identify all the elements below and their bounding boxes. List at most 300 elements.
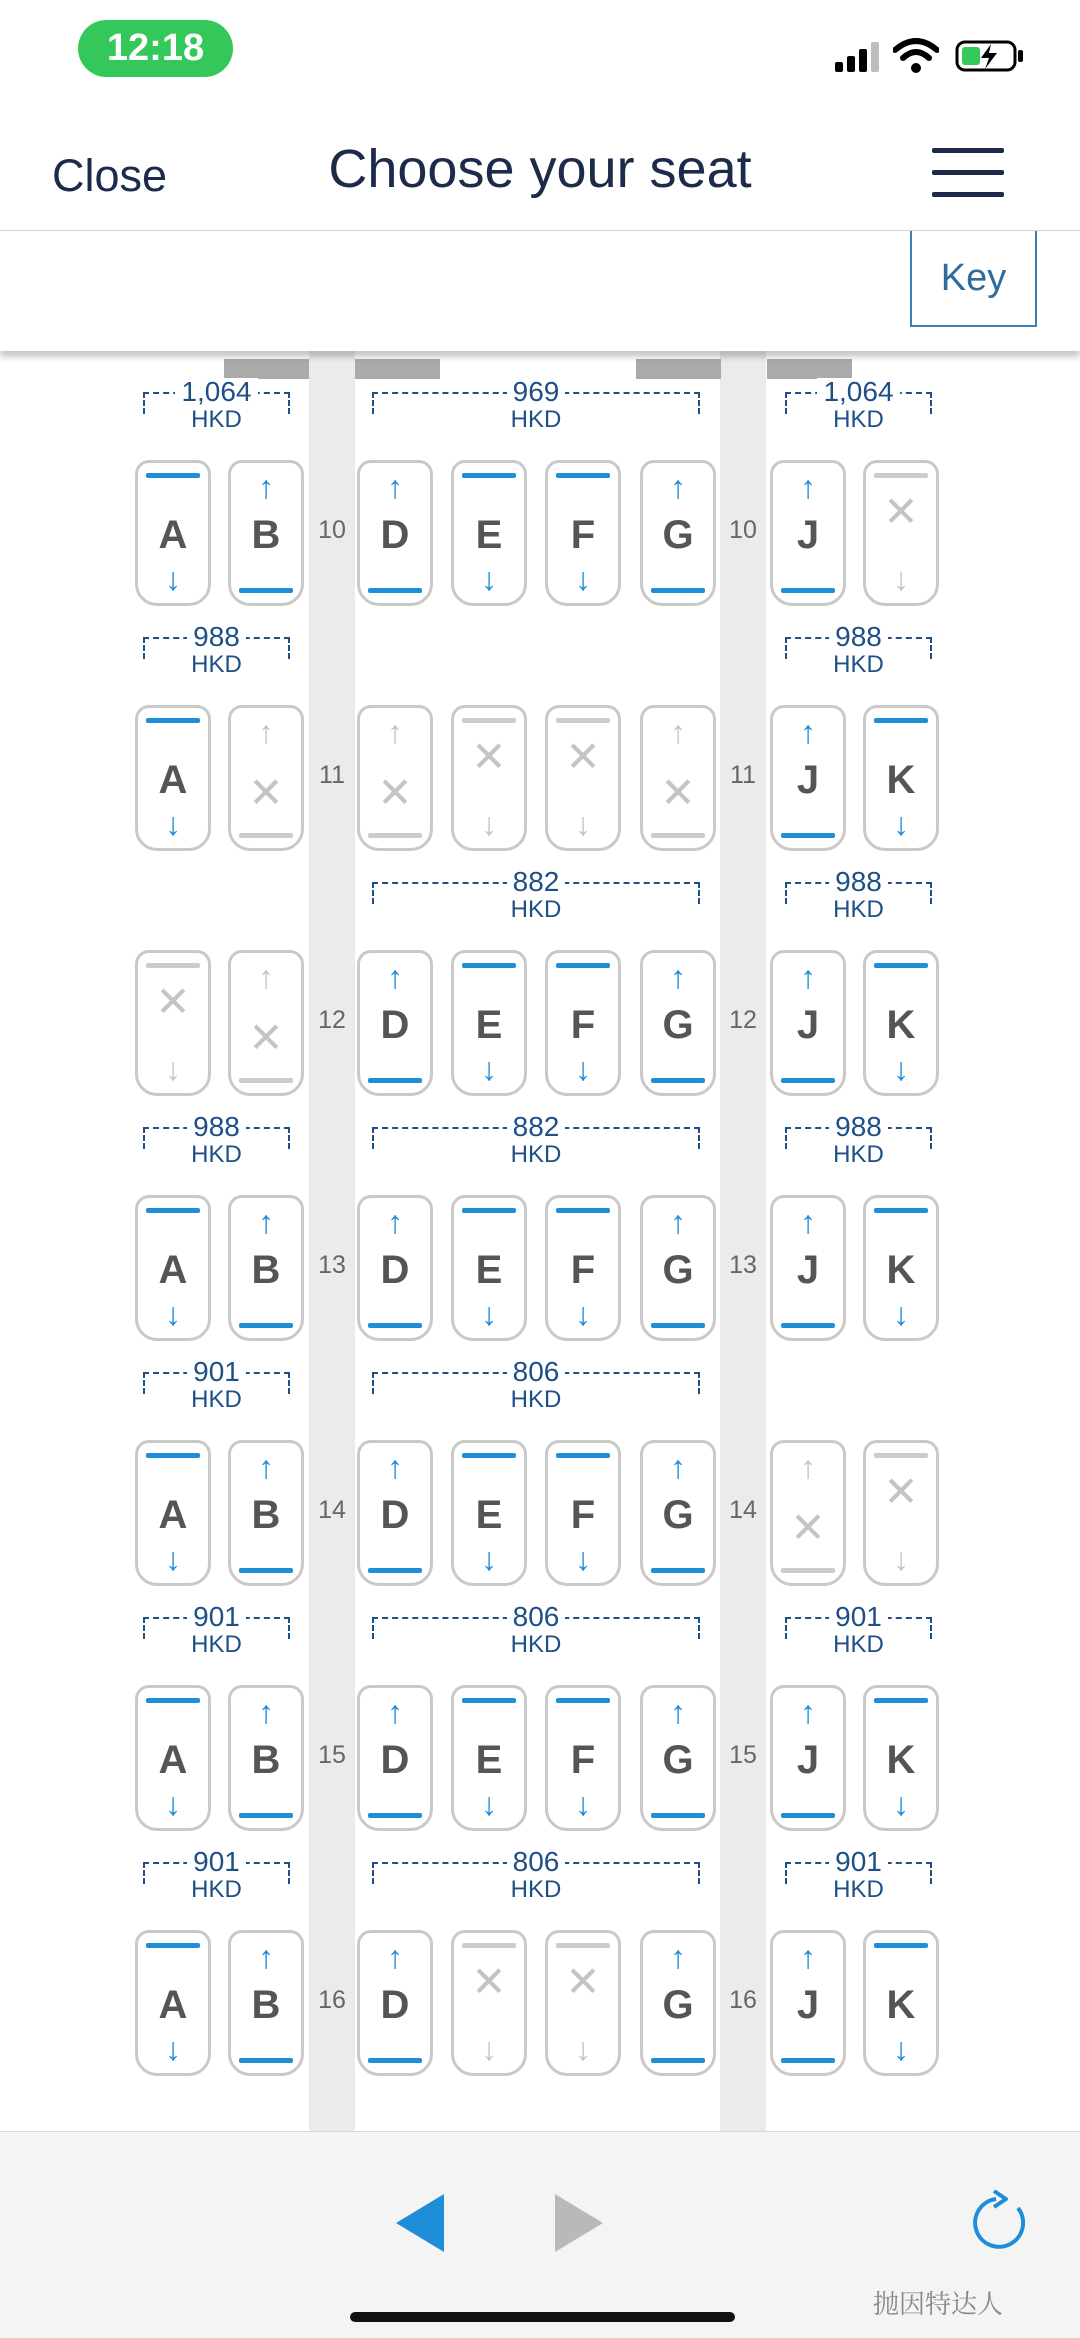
arrow-up-icon: ↑ [387, 1939, 403, 1975]
key-bar [0, 231, 1080, 351]
price-currency: HKD [191, 1141, 242, 1168]
refresh-icon[interactable] [966, 2190, 1032, 2256]
row-number: 14 [318, 1496, 346, 1524]
seat-back-line [874, 1453, 928, 1458]
seat-letter: E [475, 1738, 503, 1782]
arrow-down-icon: ↓ [893, 2031, 909, 2067]
seat-15D[interactable] [357, 1685, 433, 1831]
arrow-down-icon: ↓ [575, 1296, 591, 1332]
seat-letter: K [886, 1983, 916, 2027]
arrow-up-icon: ↑ [387, 469, 403, 505]
seat-back-line [651, 1568, 705, 1573]
price-currency: HKD [833, 896, 884, 923]
seat-14A[interactable] [135, 1440, 211, 1586]
price-label [372, 378, 700, 432]
price-amount: 901 [187, 1848, 246, 1876]
arrow-down-icon: ↓ [481, 1786, 497, 1822]
galley-marker [636, 359, 721, 379]
seat-letter: D [380, 1493, 410, 1537]
seat-letter: J [796, 1738, 820, 1782]
price-label [785, 868, 932, 922]
seat-back-line [462, 1208, 516, 1213]
price-label [143, 1358, 290, 1412]
arrow-down-icon: ↓ [165, 1296, 181, 1332]
seat-back-line [462, 1698, 516, 1703]
close-button[interactable]: Close [52, 150, 168, 201]
seat-letter: F [570, 1738, 596, 1782]
seat-back-line [462, 718, 516, 723]
seat-back-line [874, 718, 928, 723]
seat-back-line [368, 1078, 422, 1083]
arrow-up-icon: ↑ [387, 1449, 403, 1485]
price-label [372, 868, 700, 922]
arrow-down-icon: ↓ [575, 1541, 591, 1577]
arrow-down-icon: ↓ [481, 806, 497, 842]
seat-letter: G [662, 513, 694, 557]
seat-back-line [146, 1453, 200, 1458]
price-currency: HKD [510, 1876, 562, 1903]
seat-16G[interactable] [640, 1930, 716, 2076]
seat-13K[interactable] [863, 1195, 939, 1341]
seat-back-line [556, 1453, 610, 1458]
row-number: 13 [729, 1251, 757, 1279]
row-number: 15 [318, 1741, 346, 1769]
seat-15A[interactable] [135, 1685, 211, 1831]
price-currency: HKD [833, 651, 884, 678]
row-number: 12 [729, 1006, 757, 1034]
seat-letter: B [251, 1738, 281, 1782]
forward-arrow-icon[interactable] [551, 2192, 607, 2254]
unavailable-x-icon: ✕ [883, 1468, 919, 1515]
arrow-up-icon: ↑ [800, 469, 816, 505]
page-title: Choose your seat [328, 139, 752, 199]
seat-letter: J [796, 1003, 820, 1047]
price-label [785, 1603, 932, 1657]
row-number: 11 [730, 761, 756, 789]
seat-back-line [651, 2058, 705, 2063]
seat-13B[interactable] [228, 1195, 304, 1341]
seat-back-line [239, 2058, 293, 2063]
price-amount: 882 [507, 1113, 566, 1141]
seat-letter: A [158, 1493, 188, 1537]
back-arrow-icon[interactable] [392, 2192, 448, 2254]
seat-11B [228, 705, 304, 851]
arrow-up-icon: ↑ [800, 1204, 816, 1240]
status-bar [0, 0, 1080, 100]
aisle-left [309, 351, 355, 2131]
seat-back-line [651, 1813, 705, 1818]
unavailable-x-icon: ✕ [471, 1958, 507, 2005]
seat-13A[interactable] [135, 1195, 211, 1341]
seat-15B[interactable] [228, 1685, 304, 1831]
price-amount: 901 [829, 1848, 888, 1876]
seat-letter: D [380, 1003, 410, 1047]
price-amount: 969 [507, 378, 566, 406]
seat-back-line [781, 833, 835, 838]
seat-back-line [556, 718, 610, 723]
seat-letter: J [796, 513, 820, 557]
price-label [372, 1848, 700, 1902]
seat-12B [228, 950, 304, 1096]
arrow-down-icon: ↓ [481, 2031, 497, 2067]
seat-14K [863, 1440, 939, 1586]
arrow-down-icon: ↓ [575, 2031, 591, 2067]
arrow-up-icon: ↑ [800, 714, 816, 750]
seat-letter: G [662, 1003, 694, 1047]
price-label [785, 1848, 932, 1902]
price-currency: HKD [191, 1386, 242, 1413]
seat-letter: D [380, 513, 410, 557]
row-number: 16 [318, 1986, 346, 2014]
arrow-up-icon: ↑ [258, 959, 274, 995]
seat-back-line [368, 1568, 422, 1573]
seat-11D [357, 705, 433, 851]
seat-back-line [781, 588, 835, 593]
seat-16A[interactable] [135, 1930, 211, 2076]
seat-back-line [781, 1323, 835, 1328]
seat-10B[interactable] [228, 460, 304, 606]
price-amount: 901 [187, 1358, 246, 1386]
seat-15J[interactable] [770, 1685, 846, 1831]
seat-letter: B [251, 1983, 281, 2027]
seat-back-line [462, 1453, 516, 1458]
arrow-down-icon: ↓ [893, 561, 909, 597]
row-number: 15 [729, 1741, 757, 1769]
price-currency: HKD [833, 1876, 884, 1903]
price-currency: HKD [191, 1876, 242, 1903]
price-currency: HKD [510, 1631, 562, 1658]
arrow-down-icon: ↓ [893, 1786, 909, 1822]
price-currency: HKD [833, 1141, 884, 1168]
seat-10E[interactable] [451, 460, 527, 606]
price-amount: 1,064 [817, 378, 899, 406]
seat-10A[interactable] [135, 460, 211, 606]
unavailable-x-icon: ✕ [565, 1958, 601, 2005]
seat-16B[interactable] [228, 1930, 304, 2076]
price-amount: 1,064 [175, 378, 257, 406]
seat-back-line [651, 1323, 705, 1328]
seat-10K [863, 460, 939, 606]
arrow-up-icon: ↑ [258, 469, 274, 505]
seat-back-line [368, 2058, 422, 2063]
price-currency: HKD [191, 406, 242, 433]
seat-letter: A [158, 1738, 188, 1782]
seat-11K[interactable] [863, 705, 939, 851]
seat-14E[interactable] [451, 1440, 527, 1586]
seat-12D[interactable] [357, 950, 433, 1096]
unavailable-x-icon: ✕ [660, 769, 696, 816]
seat-back-line [368, 1813, 422, 1818]
seat-letter: F [570, 1493, 596, 1537]
home-indicator [350, 2312, 735, 2322]
seat-back-line [874, 1943, 928, 1948]
bottom-toolbar [0, 2131, 1080, 2338]
seat-back-line [556, 1943, 610, 1948]
seat-back-line [556, 1698, 610, 1703]
price-currency: HKD [833, 1631, 884, 1658]
price-label [143, 1113, 290, 1167]
price-amount: 988 [187, 1113, 246, 1141]
status-time: 12:18 [78, 20, 233, 77]
seat-back-line [556, 1208, 610, 1213]
seat-letter: K [886, 1003, 916, 1047]
seat-16K[interactable] [863, 1930, 939, 2076]
price-amount: 806 [507, 1603, 566, 1631]
key-button[interactable]: Key [910, 231, 1037, 327]
seat-back-line [781, 1568, 835, 1573]
unavailable-x-icon: ✕ [565, 733, 601, 780]
arrow-down-icon: ↓ [575, 561, 591, 597]
seat-10F[interactable] [545, 460, 621, 606]
unavailable-x-icon: ✕ [248, 1014, 284, 1061]
seat-back-line [556, 963, 610, 968]
price-label [785, 623, 932, 677]
arrow-down-icon: ↓ [893, 806, 909, 842]
seat-back-line [781, 2058, 835, 2063]
price-label [372, 1358, 700, 1412]
seat-back-line [239, 833, 293, 838]
seat-14G[interactable] [640, 1440, 716, 1586]
seat-back-line [781, 1078, 835, 1083]
seat-14B[interactable] [228, 1440, 304, 1586]
arrow-up-icon: ↑ [800, 1449, 816, 1485]
seat-16E [451, 1930, 527, 2076]
seat-11F [545, 705, 621, 851]
unavailable-x-icon: ✕ [883, 488, 919, 535]
seat-letter: G [662, 1983, 694, 2027]
price-amount: 988 [829, 1113, 888, 1141]
arrow-down-icon: ↓ [165, 1541, 181, 1577]
arrow-down-icon: ↓ [165, 2031, 181, 2067]
seat-back-line [651, 588, 705, 593]
seat-back-line [239, 1078, 293, 1083]
seat-back-line [239, 1323, 293, 1328]
seat-10G[interactable] [640, 460, 716, 606]
unavailable-x-icon: ✕ [248, 769, 284, 816]
seat-letter: A [158, 758, 188, 802]
seat-letter: E [475, 1003, 503, 1047]
seat-letter: D [380, 1983, 410, 2027]
price-currency: HKD [510, 1141, 562, 1168]
seat-13G[interactable] [640, 1195, 716, 1341]
seat-11G [640, 705, 716, 851]
price-currency: HKD [191, 1631, 242, 1658]
arrow-down-icon: ↓ [893, 1296, 909, 1332]
arrow-down-icon: ↓ [165, 561, 181, 597]
seat-back-line [651, 1078, 705, 1083]
seat-back-line [239, 588, 293, 593]
arrow-up-icon: ↑ [387, 1204, 403, 1240]
seat-10J[interactable] [770, 460, 846, 606]
seat-back-line [146, 1943, 200, 1948]
arrow-down-icon: ↓ [893, 1051, 909, 1087]
seat-14J [770, 1440, 846, 1586]
seat-map [0, 351, 1080, 2131]
seat-back-line [239, 1813, 293, 1818]
seat-back-line [781, 1813, 835, 1818]
seat-16J[interactable] [770, 1930, 846, 2076]
arrow-down-icon: ↓ [481, 1051, 497, 1087]
seat-back-line [368, 1323, 422, 1328]
price-amount: 901 [829, 1603, 888, 1631]
seat-back-line [874, 1698, 928, 1703]
seat-16D[interactable] [357, 1930, 433, 2076]
seat-12F[interactable] [545, 950, 621, 1096]
price-currency: HKD [833, 406, 884, 433]
seat-back-line [239, 1568, 293, 1573]
seat-letter: F [570, 1248, 596, 1292]
arrow-up-icon: ↑ [670, 714, 686, 750]
seat-letter: F [570, 1003, 596, 1047]
arrow-up-icon: ↑ [670, 1204, 686, 1240]
arrow-up-icon: ↑ [387, 714, 403, 750]
arrow-down-icon: ↓ [893, 1541, 909, 1577]
seat-11J[interactable] [770, 705, 846, 851]
seat-letter: B [251, 1493, 281, 1537]
arrow-up-icon: ↑ [258, 1694, 274, 1730]
arrow-up-icon: ↑ [670, 1939, 686, 1975]
watermark: 抛因特达人 [873, 2289, 1004, 2319]
seat-letter: K [886, 1248, 916, 1292]
price-amount: 882 [507, 868, 566, 896]
price-label [143, 378, 290, 432]
seat-letter: D [380, 1738, 410, 1782]
price-amount: 806 [507, 1848, 566, 1876]
arrow-down-icon: ↓ [575, 806, 591, 842]
cellular-signal-icon [835, 42, 881, 72]
arrow-up-icon: ↑ [258, 1204, 274, 1240]
row-number: 12 [318, 1006, 346, 1034]
seat-back-line [462, 963, 516, 968]
seat-letter: G [662, 1248, 694, 1292]
price-currency: HKD [510, 896, 562, 923]
row-number: 10 [729, 516, 757, 544]
seat-letter: D [380, 1248, 410, 1292]
seat-letter: J [796, 1248, 820, 1292]
menu-icon[interactable] [932, 148, 1004, 200]
aisle-right [720, 351, 766, 2131]
seat-back-line [368, 833, 422, 838]
arrow-up-icon: ↑ [387, 959, 403, 995]
seat-letter: K [886, 1738, 916, 1782]
seat-back-line [874, 1208, 928, 1213]
row-number: 16 [729, 1986, 757, 2014]
price-currency: HKD [191, 651, 242, 678]
seat-12G[interactable] [640, 950, 716, 1096]
price-label [143, 1848, 290, 1902]
arrow-up-icon: ↑ [258, 714, 274, 750]
price-amount: 988 [187, 623, 246, 651]
seat-12A [135, 950, 211, 1096]
unavailable-x-icon: ✕ [790, 1504, 826, 1551]
seat-letter: F [570, 513, 596, 557]
arrow-down-icon: ↓ [165, 806, 181, 842]
price-amount: 988 [829, 623, 888, 651]
seat-back-line [146, 1698, 200, 1703]
seat-back-line [146, 963, 200, 968]
seat-14F[interactable] [545, 1440, 621, 1586]
unavailable-x-icon: ✕ [155, 978, 191, 1025]
seat-letter: B [251, 1248, 281, 1292]
unavailable-x-icon: ✕ [471, 733, 507, 780]
seat-letter: E [475, 513, 503, 557]
seat-letter: B [251, 513, 281, 557]
price-label [143, 623, 290, 677]
price-currency: HKD [510, 406, 562, 433]
price-amount: 988 [829, 868, 888, 896]
nav-bar [0, 100, 1080, 231]
arrow-down-icon: ↓ [481, 1296, 497, 1332]
seat-letter: K [886, 758, 916, 802]
seat-11A[interactable] [135, 705, 211, 851]
price-label [785, 1113, 932, 1167]
seat-letter: J [796, 758, 820, 802]
seat-back-line [874, 963, 928, 968]
seat-letter: G [662, 1738, 694, 1782]
unavailable-x-icon: ✕ [377, 769, 413, 816]
seat-back-line [462, 1943, 516, 1948]
seat-15K[interactable] [863, 1685, 939, 1831]
arrow-down-icon: ↓ [481, 561, 497, 597]
seat-12K[interactable] [863, 950, 939, 1096]
seat-letter: A [158, 1983, 188, 2027]
seat-14D[interactable] [357, 1440, 433, 1586]
seat-letter: E [475, 1493, 503, 1537]
seat-11E [451, 705, 527, 851]
seat-13F[interactable] [545, 1195, 621, 1341]
arrow-up-icon: ↑ [258, 1939, 274, 1975]
arrow-up-icon: ↑ [670, 1694, 686, 1730]
arrow-up-icon: ↑ [800, 1694, 816, 1730]
seat-back-line [651, 833, 705, 838]
seat-16F [545, 1930, 621, 2076]
arrow-up-icon: ↑ [387, 1694, 403, 1730]
seat-letter: J [796, 1983, 820, 2027]
price-amount: 901 [187, 1603, 246, 1631]
arrow-up-icon: ↑ [800, 959, 816, 995]
seat-13J[interactable] [770, 1195, 846, 1341]
arrow-up-icon: ↑ [670, 469, 686, 505]
price-label [372, 1603, 700, 1657]
seat-back-line [556, 473, 610, 478]
row-number: 13 [318, 1251, 346, 1279]
seat-15F[interactable] [545, 1685, 621, 1831]
seat-12E[interactable] [451, 950, 527, 1096]
row-number: 11 [319, 761, 345, 789]
arrow-up-icon: ↑ [800, 1939, 816, 1975]
seat-back-line [146, 1208, 200, 1213]
arrow-up-icon: ↑ [670, 1449, 686, 1485]
arrow-down-icon: ↓ [575, 1051, 591, 1087]
seat-12J[interactable] [770, 950, 846, 1096]
arrow-down-icon: ↓ [165, 1786, 181, 1822]
seat-13D[interactable] [357, 1195, 433, 1341]
battery-charging-icon [955, 38, 1025, 74]
arrow-up-icon: ↑ [258, 1449, 274, 1485]
wifi-icon [893, 38, 939, 74]
seat-15G[interactable] [640, 1685, 716, 1831]
arrow-up-icon: ↑ [670, 959, 686, 995]
seat-letter: G [662, 1493, 694, 1537]
seat-13E[interactable] [451, 1195, 527, 1341]
seat-back-line [462, 473, 516, 478]
galley-marker [355, 359, 440, 379]
arrow-down-icon: ↓ [575, 1786, 591, 1822]
seat-letter: A [158, 1248, 188, 1292]
arrow-down-icon: ↓ [481, 1541, 497, 1577]
seat-15E[interactable] [451, 1685, 527, 1831]
seat-10D[interactable] [357, 460, 433, 606]
